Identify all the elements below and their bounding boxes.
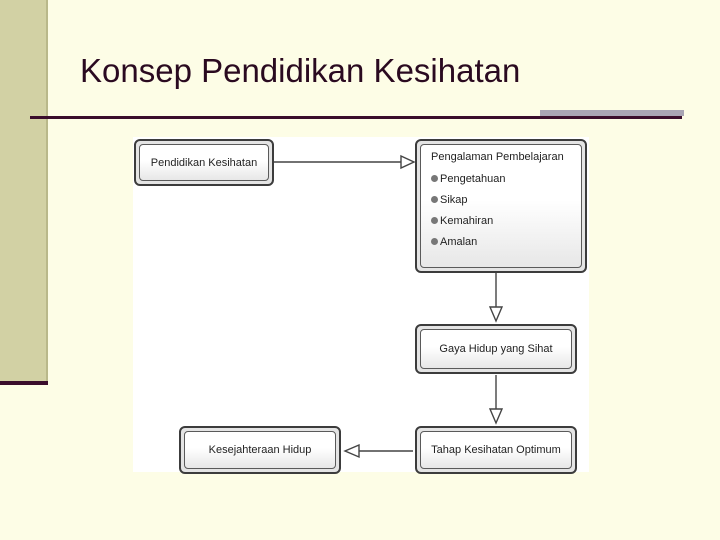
side-accent-underline (0, 381, 48, 385)
node-pendidikan-kesihatan (134, 139, 274, 186)
node-tahap-kesihatan (415, 426, 577, 474)
arrowhead-pengalaman (401, 156, 414, 168)
bullet-icon (431, 217, 438, 224)
flow-diagram (133, 137, 589, 472)
node-gaya-hidup-label: Gaya Hidup yang Sihat (420, 329, 572, 369)
node-tahap-label: Tahap Kesihatan Optimum (420, 431, 572, 469)
node-pendidikan-label: Pendidikan Kesihatan (139, 144, 269, 181)
list-item-label: Sikap (440, 193, 468, 206)
node-gaya-hidup (415, 324, 577, 374)
list-item-label: Kemahiran (440, 214, 494, 227)
node-pengalaman-heading: Pengalaman Pembelajaran (431, 151, 564, 163)
slide-title: Konsep Pendidikan Kesihatan (80, 52, 521, 89)
node-pengalaman-body (420, 144, 582, 268)
node-kesejahteraan-hidup (179, 426, 341, 474)
bullet-icon (431, 175, 438, 182)
list-item-label: Pengetahuan (440, 172, 506, 185)
arrowhead-tahap (490, 409, 502, 423)
node-kesejahteraan-label: Kesejahteraan Hidup (184, 431, 336, 469)
list-item (431, 168, 505, 189)
arrowhead-kesejahteraan (345, 445, 359, 457)
title-rule (30, 116, 682, 119)
list-item-label: Amalan (440, 235, 478, 248)
bullet-icon (431, 238, 438, 245)
node-pengalaman-pembelajaran (415, 139, 587, 273)
list-item (431, 231, 477, 252)
list-item (431, 189, 468, 210)
side-accent-edge (46, 0, 48, 384)
bullet-icon (431, 196, 438, 203)
list-item (431, 210, 493, 231)
side-accent-bar (0, 0, 46, 384)
arrowhead-gaya-hidup (490, 307, 502, 321)
